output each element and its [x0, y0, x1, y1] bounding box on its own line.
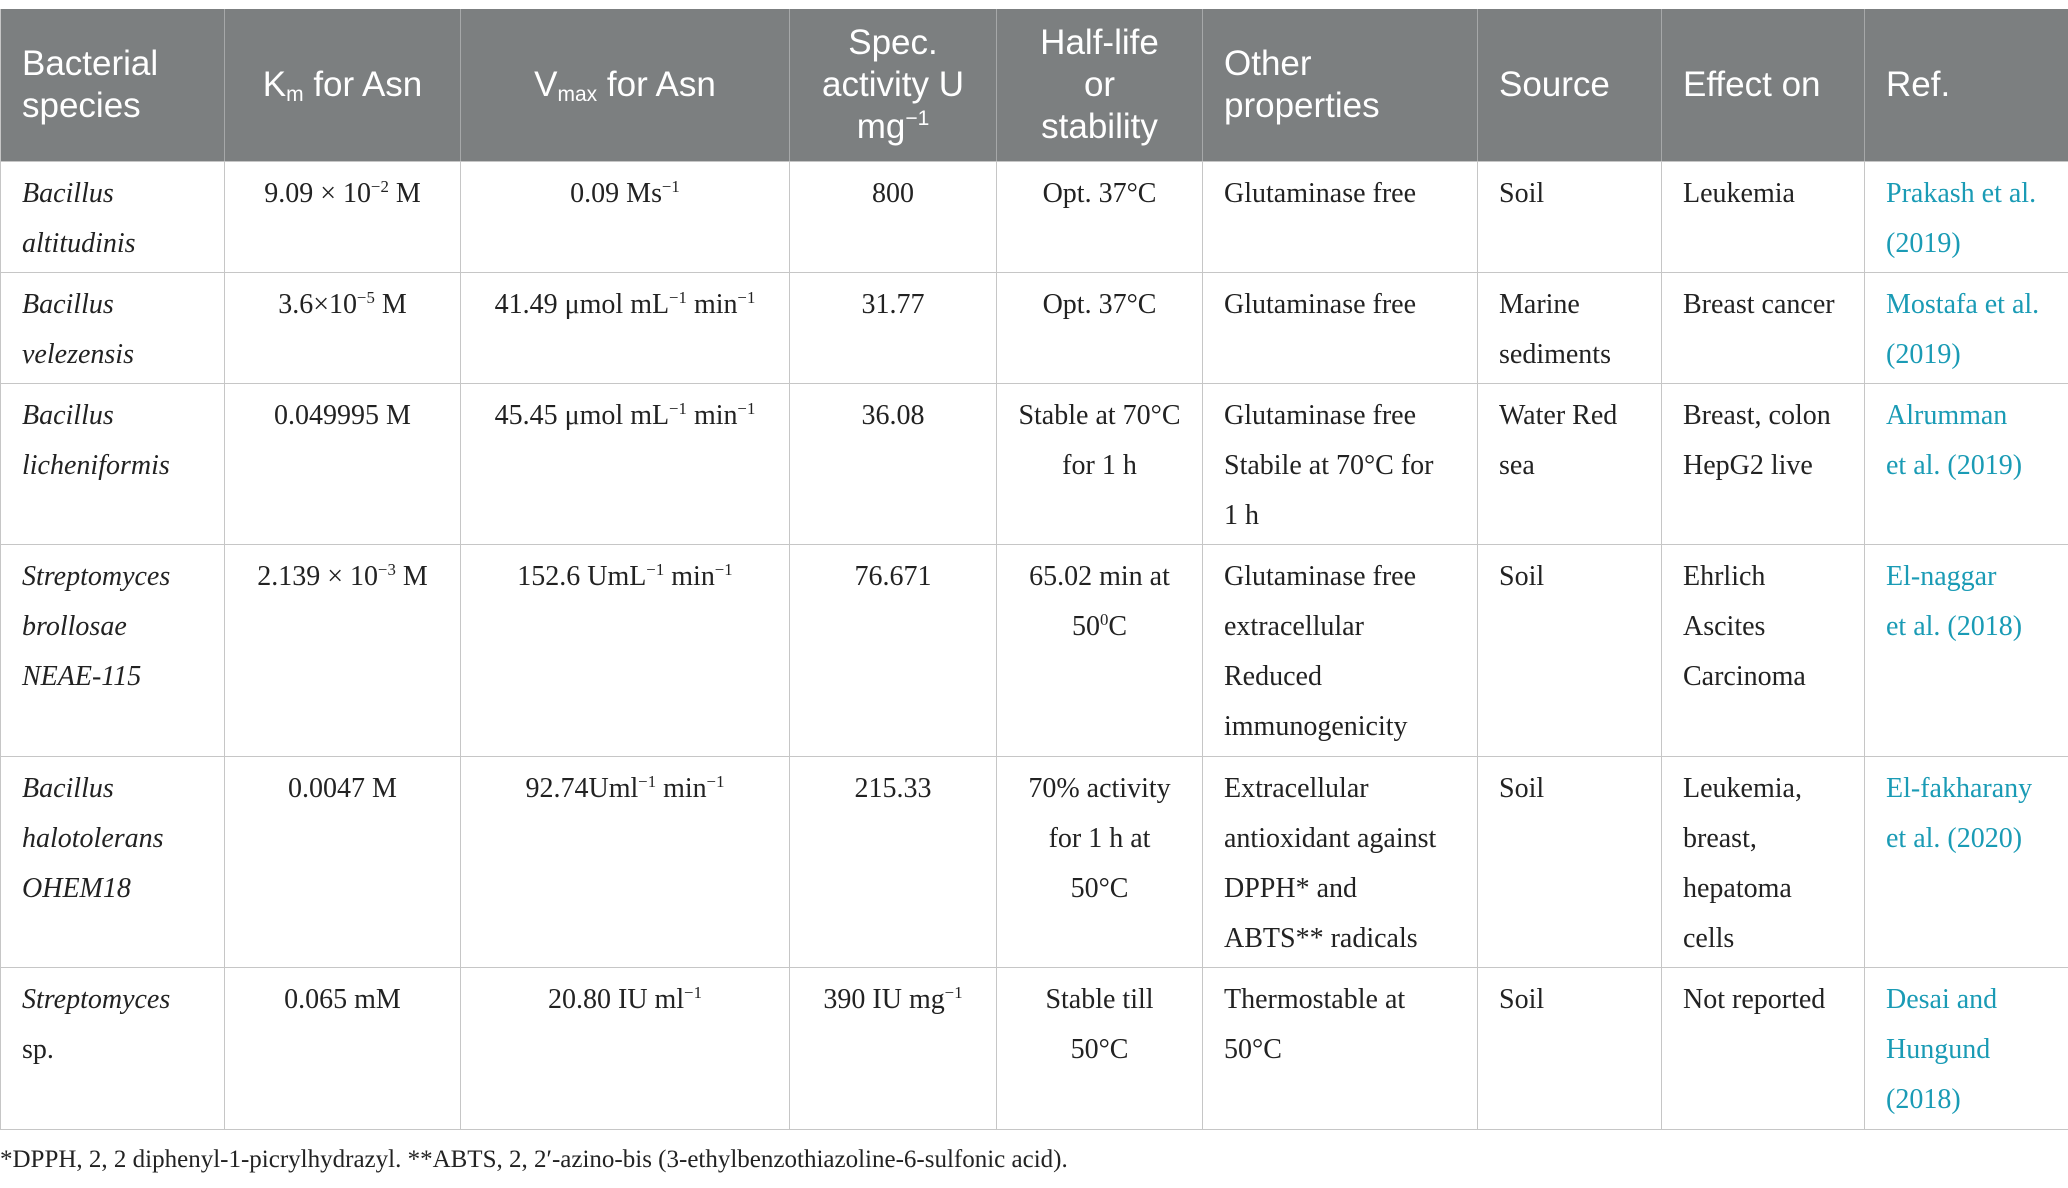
cell-vmax — [461, 757, 790, 968]
cell-text: 800 — [872, 178, 914, 209]
cell-text: 31.77 — [861, 289, 925, 320]
superscript-text: −3 — [378, 559, 396, 579]
cell-effect — [1662, 162, 1865, 273]
cell-km — [225, 968, 461, 1130]
cell-text[interactable]: (2019) — [1886, 228, 1961, 259]
cell-spec — [790, 968, 997, 1130]
cell-text: Effect on — [1683, 65, 1821, 104]
cell-halflife — [997, 757, 1203, 968]
cell-text: licheniformis — [22, 450, 170, 481]
cell-text[interactable]: Hungund — [1886, 1034, 1991, 1065]
cell-text: min — [664, 561, 715, 592]
cell-text: C — [1108, 611, 1128, 642]
superscript-text: −1 — [944, 982, 963, 1002]
cell-species — [1, 968, 225, 1130]
cell-km — [225, 545, 461, 757]
cell-ref — [1865, 757, 2068, 968]
cell-text: sea — [1499, 450, 1535, 481]
cell-text: Breast cancer — [1683, 289, 1835, 320]
cell-text: hepatoma — [1683, 873, 1792, 904]
cell-text: antioxidant against — [1224, 823, 1437, 854]
cell-text[interactable]: Mostafa et al. — [1886, 289, 2040, 320]
table-footnote: *DPPH, 2, 2 diphenyl-1-picrylhydrazyl. **ABTS, 2, 2′-azino-bis (3-ethylbenzothiazoline-6-sulfonic acid). — [0, 1146, 1068, 1173]
cell-text: Bacillus — [22, 773, 114, 804]
cell-text[interactable]: Alrumman — [1886, 400, 2008, 431]
cell-text: for Asn — [303, 65, 423, 104]
cell-ref — [1865, 273, 2068, 384]
cell-text: Bacillus — [22, 289, 114, 320]
cell-species — [1, 384, 225, 545]
cell-halflife — [997, 162, 1203, 273]
superscript-text: −1 — [661, 176, 680, 196]
cell-text: 0.049995 M — [274, 400, 411, 431]
cell-effect — [1662, 968, 1865, 1130]
cell-text: M — [388, 178, 421, 209]
superscript-text: −2 — [371, 176, 389, 196]
cell-text: breast, — [1683, 823, 1757, 854]
cell-text[interactable]: Desai and — [1886, 984, 1998, 1015]
cell-vmax — [461, 273, 790, 384]
cell-text: brollosae — [22, 611, 127, 642]
asparaginase-properties-table — [0, 9, 2068, 1130]
cell-text: Bacillus — [22, 400, 114, 431]
cell-ref — [1865, 384, 2068, 545]
cell-other — [1203, 384, 1478, 545]
cell-text: M — [395, 561, 428, 592]
cell-text[interactable]: El-naggar — [1886, 561, 1997, 592]
column-header-effect — [1662, 9, 1865, 162]
cell-spec — [790, 384, 997, 545]
cell-text: sediments — [1499, 339, 1611, 370]
reference-link[interactable] — [1886, 773, 2032, 854]
cell-text: Reduced — [1224, 661, 1322, 692]
cell-text: OHEM18 — [22, 873, 131, 904]
cell-spec — [790, 545, 997, 757]
cell-ref — [1865, 968, 2068, 1130]
cell-text: Leukemia, — [1683, 773, 1802, 804]
cell-text: Opt. 37°C — [1042, 289, 1157, 320]
header-row — [1, 9, 2068, 162]
cell-text: Glutaminase free — [1224, 561, 1417, 592]
superscript-text: −1 — [737, 287, 756, 307]
superscript-text: −1 — [638, 771, 657, 791]
reference-link[interactable] — [1886, 561, 2022, 642]
cell-text: 50°C — [1224, 1034, 1282, 1065]
cell-text: V — [534, 65, 558, 104]
cell-spec — [790, 162, 997, 273]
cell-other — [1203, 273, 1478, 384]
cell-text: or — [1083, 65, 1116, 104]
cell-text: for 1 h at — [1048, 823, 1151, 854]
cell-spec — [790, 757, 997, 968]
cell-text: 1 h — [1224, 500, 1259, 531]
cell-text: sp. — [22, 1034, 54, 1065]
cell-text: Bacterial — [22, 44, 159, 83]
cell-halflife — [997, 384, 1203, 545]
cell-text: Water Red — [1499, 400, 1618, 431]
table-row — [1, 968, 2068, 1130]
subscript-text: max — [557, 83, 598, 107]
superscript-text: −1 — [737, 398, 756, 418]
cell-vmax — [461, 162, 790, 273]
superscript-text: −1 — [905, 107, 930, 131]
cell-text: 70% activity — [1028, 773, 1171, 804]
subscript-text: m — [286, 83, 304, 107]
table-row — [1, 162, 2068, 273]
cell-text: Opt. 37°C — [1042, 178, 1157, 209]
superscript-text: −1 — [646, 559, 665, 579]
cell-species — [1, 545, 225, 757]
cell-text: activity U — [822, 65, 964, 104]
column-header-ref — [1865, 9, 2068, 162]
cell-text: 3.6×10 — [278, 289, 358, 320]
cell-text: velezensis — [22, 339, 134, 370]
cell-text: extracellular — [1224, 611, 1364, 642]
cell-text: Glutaminase free — [1224, 400, 1417, 431]
cell-text: min — [686, 400, 738, 431]
cell-text: M — [374, 289, 407, 320]
table-row — [1, 545, 2068, 757]
cell-vmax — [461, 384, 790, 545]
cell-text: Marine — [1499, 289, 1580, 320]
cell-text: 9.09 × 10 — [264, 178, 372, 209]
cell-species — [1, 162, 225, 273]
cell-text: 65.02 min at — [1029, 561, 1170, 592]
cell-text: K — [262, 65, 287, 104]
cell-text: 76.671 — [854, 561, 932, 592]
superscript-text: −5 — [357, 287, 375, 307]
cell-text: 92.74Uml — [525, 773, 639, 804]
cell-source — [1478, 384, 1662, 545]
column-header-spec — [790, 9, 997, 162]
cell-effect — [1662, 384, 1865, 545]
cell-text: for 1 h — [1062, 450, 1137, 481]
cell-text: cells — [1683, 923, 1735, 954]
cell-source — [1478, 273, 1662, 384]
cell-effect — [1662, 757, 1865, 968]
cell-vmax — [461, 545, 790, 757]
cell-source — [1478, 545, 1662, 757]
superscript-text: −1 — [684, 982, 702, 1002]
cell-text: min — [656, 773, 707, 804]
cell-text: Soil — [1499, 178, 1545, 209]
cell-text: Half-life — [1040, 23, 1159, 62]
cell-text: 0.0047 M — [288, 773, 397, 804]
cell-text: Stabile at 70°C for — [1224, 450, 1434, 481]
cell-km — [225, 162, 461, 273]
reference-link[interactable] — [1886, 984, 1997, 1115]
cell-text: 2.139 × 10 — [257, 561, 379, 592]
cell-text: halotolerans — [22, 823, 164, 854]
cell-km — [225, 384, 461, 545]
cell-text: Glutaminase free — [1224, 289, 1417, 320]
cell-text: properties — [1224, 86, 1380, 125]
cell-text: species — [22, 86, 141, 125]
cell-source — [1478, 968, 1662, 1130]
cell-text: 50°C — [1070, 873, 1129, 904]
cell-text: Source — [1499, 65, 1610, 104]
cell-text: Stable till — [1045, 984, 1154, 1015]
cell-text: Ascites — [1683, 611, 1766, 642]
cell-text: 215.33 — [854, 773, 932, 804]
cell-km — [225, 757, 461, 968]
column-header-species — [1, 9, 225, 162]
cell-effect — [1662, 273, 1865, 384]
table-header — [1, 9, 2068, 162]
cell-text: stability — [1041, 107, 1158, 146]
cell-text: Glutaminase free — [1224, 178, 1417, 209]
table-row — [1, 273, 2068, 384]
cell-text: 50°C — [1070, 1034, 1129, 1065]
cell-text: Leukemia — [1683, 178, 1795, 209]
cell-text: 45.45 μmol mL — [494, 400, 670, 431]
cell-species — [1, 757, 225, 968]
cell-vmax — [461, 968, 790, 1130]
cell-other — [1203, 545, 1478, 757]
superscript-text: −1 — [714, 559, 733, 579]
column-header-km — [225, 9, 461, 162]
cell-km — [225, 273, 461, 384]
reference-link[interactable] — [1886, 400, 2022, 481]
superscript-text: −1 — [669, 398, 687, 418]
cell-source — [1478, 162, 1662, 273]
cell-text: mg — [856, 107, 906, 146]
cell-text: Carcinoma — [1683, 661, 1806, 692]
cell-text[interactable]: et al. (2018) — [1886, 611, 2023, 642]
cell-text[interactable]: et al. (2019) — [1886, 450, 2023, 481]
cell-effect — [1662, 545, 1865, 757]
cell-text: Other — [1224, 44, 1312, 83]
cell-text: Ehrlich — [1683, 561, 1766, 592]
cell-text[interactable]: El-fakharany — [1886, 773, 2033, 804]
cell-text: Stable at 70°C — [1018, 400, 1181, 431]
column-header-source — [1478, 9, 1662, 162]
cell-text: altitudinis — [22, 228, 136, 259]
cell-ref — [1865, 545, 2068, 757]
superscript-text: −1 — [706, 771, 725, 791]
cell-spec — [790, 273, 997, 384]
cell-text[interactable]: (2018) — [1886, 1084, 1961, 1115]
table-row — [1, 384, 2068, 545]
cell-text: 20.80 IU ml — [548, 984, 685, 1015]
cell-source — [1478, 757, 1662, 968]
cell-text: min — [686, 289, 738, 320]
cell-text: 41.49 μmol mL — [494, 289, 670, 320]
cell-text: 152.6 UmL — [517, 561, 647, 592]
cell-text: Bacillus — [22, 178, 114, 209]
cell-species — [1, 273, 225, 384]
superscript-text: 0 — [1099, 609, 1109, 629]
cell-text: Ref. — [1886, 65, 1951, 104]
cell-text: NEAE-115 — [22, 661, 142, 692]
column-header-vmax — [461, 9, 790, 162]
table-body — [1, 162, 2068, 1130]
cell-text[interactable]: et al. (2020) — [1886, 823, 2023, 854]
cell-other — [1203, 968, 1478, 1130]
cell-ref — [1865, 162, 2068, 273]
column-header-other — [1203, 9, 1478, 162]
cell-other — [1203, 757, 1478, 968]
cell-halflife — [997, 273, 1203, 384]
reference-link[interactable] — [1886, 289, 2039, 370]
cell-text: Streptomyces — [22, 984, 171, 1015]
table-row — [1, 757, 2068, 968]
superscript-text: −1 — [669, 287, 687, 307]
cell-text: immunogenicity — [1224, 711, 1408, 742]
cell-text: HepG2 live — [1683, 450, 1813, 481]
cell-text: Streptomyces — [22, 561, 171, 592]
cell-text: Thermostable at — [1224, 984, 1406, 1015]
cell-text: Soil — [1499, 984, 1545, 1015]
cell-text: Soil — [1499, 561, 1545, 592]
cell-text: for Asn — [597, 65, 716, 104]
cell-text[interactable]: (2019) — [1886, 339, 1961, 370]
cell-text: DPPH* and — [1224, 873, 1358, 904]
column-header-halflife — [997, 9, 1203, 162]
cell-other — [1203, 162, 1478, 273]
cell-halflife — [997, 968, 1203, 1130]
cell-text[interactable]: Prakash et al. — [1886, 178, 2037, 209]
cell-text: Breast, colon — [1683, 400, 1831, 431]
cell-text: 0.065 mM — [284, 984, 401, 1015]
cell-text: Soil — [1499, 773, 1545, 804]
cell-text: ABTS** radicals — [1224, 923, 1418, 954]
cell-text: 390 IU mg — [823, 984, 945, 1015]
cell-text: 0.09 Ms — [570, 178, 662, 209]
cell-halflife — [997, 545, 1203, 757]
cell-text: Spec. — [848, 23, 938, 62]
reference-link[interactable] — [1886, 178, 2036, 259]
cell-text: Not reported — [1683, 984, 1826, 1015]
cell-text: 36.08 — [861, 400, 925, 431]
cell-text: 50 — [1071, 611, 1100, 642]
cell-text: Extracellular — [1224, 773, 1369, 804]
